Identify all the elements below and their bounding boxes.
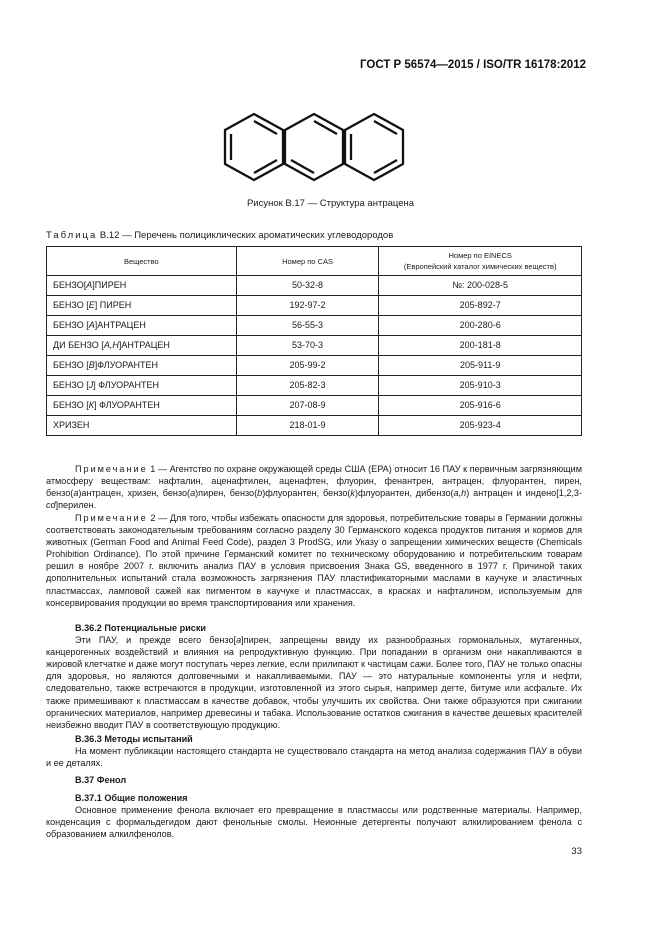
substance-name-part: ]АНТРАЦЕН: [94, 320, 146, 330]
section-b36-3: [46, 733, 582, 769]
note-1-italic: cd: [46, 500, 56, 511]
col-header-einecs: [379, 247, 582, 276]
col-header-substance: Вещество: [47, 247, 237, 276]
substance-name-part: ]АНТРАЦЕН: [118, 340, 170, 350]
note-2: [46, 512, 582, 609]
note-1-text: ]перилен.: [55, 500, 97, 511]
section-text: ]пирен, запрещены ввиду их разнообразных гормональных, мутагенных, канцерогенных воздействий и влияния на репродуктивную функцию. При попадании в организм они накапливаются в жировой клетчатке и даже могут поступать через легкие, если прилипают к частицам сажи. Более того, ПАУ не только опасны для здоровья, но являются долговечными и накапливаемыми. ПАУ — это натуральные компоненты угля и нефти, следовательно, также встречаются в продукции, изготовленной из этого сырья, например дегте, битуме или асфальте. Их также примешивают к пластмассам в качестве добавок, чтобы улучшить их свойства. Они также образуются при сжигании органических материалов, например древесины и табака. Использование остатков сжигания в качестве дешевых красителей неизбежно вводит ПАУ в соответствующую продукцию.: [46, 635, 582, 730]
cell-einecs: 205-911-9: [379, 356, 582, 376]
note-1-italic: k: [350, 488, 355, 499]
cell-einecs: №: 200-028-5: [379, 276, 582, 296]
cell-cas: 192-97-2: [236, 296, 379, 316]
cell-cas: 205-82-3: [236, 376, 379, 396]
substance-name-italic: J: [88, 380, 94, 390]
substance-name-part: ]ПИРЕН: [92, 280, 127, 290]
section-text: Основное применение фенола включает его превращение в пластмассы или родственные материалы. Например, конденсация с формальдегидом дают фенольные смолы. Неионные детергенты получают алкилированием фенола с образованием алкилфенолов.: [46, 805, 582, 840]
table-title: [46, 230, 393, 241]
substance-name-part: ДИ БЕНЗО [: [53, 340, 104, 350]
cell-substance: [47, 316, 237, 336]
note-1-text: )пирен, бензо(: [195, 488, 258, 499]
substance-name-italic: А: [86, 280, 93, 290]
substance-name-part: БЕНЗО[: [53, 280, 87, 290]
table-row: [47, 276, 582, 296]
cell-einecs: 205-916-6: [379, 396, 582, 416]
pah-table: [46, 246, 582, 436]
section-italic: а: [236, 635, 242, 646]
table-row: [47, 296, 582, 316]
col-header-einecs-line1: Номер по EINECS: [448, 251, 512, 260]
note-2-label: Примечание: [75, 513, 148, 523]
document-header: ГОСТ Р 56574—2015 / ISO/TR 16178:2012: [360, 59, 586, 71]
cell-substance: [47, 356, 237, 376]
section-heading: В.37.1 Общие положения: [75, 793, 188, 803]
cell-cas: 207-08-9: [236, 396, 379, 416]
cell-einecs: 205-892-7: [379, 296, 582, 316]
substance-name-part: БЕНЗО [: [53, 360, 89, 370]
table-row: [47, 336, 582, 356]
section-heading: В.37 Фенол: [75, 775, 127, 785]
cell-cas: 53-70-3: [236, 336, 379, 356]
table-row: [47, 396, 582, 416]
section-heading: В.36.3 Методы испытаний: [75, 734, 193, 744]
substance-name-italic: В: [88, 360, 95, 370]
table-row: [47, 356, 582, 376]
note-1-text: 1 — Агентство по охране окружающей среды США (EPA) относит 16 ПАУ к первичным загрязняющим атмосферу веществам: нафталин, аценафтилен, аценафтен, флуорин, фенантрен, антрацен, флуорантен, пирен, бензо(: [46, 464, 582, 499]
section-b37: [46, 774, 582, 786]
cell-einecs: 205-923-4: [379, 416, 582, 436]
substance-name-part: БЕНЗО [: [53, 300, 89, 310]
cell-einecs: 205-910-3: [379, 376, 582, 396]
substance-name-italic: Е: [88, 300, 95, 310]
note-1-italic: b: [257, 488, 263, 499]
cell-cas: 50-32-8: [236, 276, 379, 296]
substance-name-italic: К: [88, 400, 95, 410]
note-1-italic: а: [190, 488, 196, 499]
substance-name-italic: А: [88, 320, 95, 330]
note-1-label: Примечание: [75, 464, 148, 474]
substance-name-part: ]ФЛУОРАНТЕН: [94, 360, 159, 370]
anthracene-structure-figure: [218, 108, 410, 188]
note-2-text: 2 — Для того, чтобы избежать опасности для здоровья, потребительские товары в Германии должны соответствовать законодательным требованиям согласно разделу 30 Германского кодекса продуктов питания и кормов для животных (German Food and Animal Feed Code), раздел 3 ProdSG, или Указу о запрещении химических веществ (Chemicals Prohibition Ordinance). По этой причине Германский комитет по техническому оборудованию и потребительским товарам решил в ноябре 2007 г. включить анализ ПАУ в условия присвоения Знака GS, введенного в 1977 г. Причиной таких дополнительных испытаний стала возможность загрязнения ПАУ пластификаторными маслами в каучуке и эластичных пластмассах, ламповой сажей как пигментом в каучуке и пластмассах, в красках и нафталином, используемым для консервирования продукции во время транспортирования или хранения.: [46, 513, 582, 608]
note-1-text: )флуорантен, бензо(: [262, 488, 351, 499]
ring-middle: [285, 114, 343, 180]
cell-einecs: 200-181-8: [379, 336, 582, 356]
figure-caption: Рисунок В.17 — Структура антрацена: [246, 198, 415, 209]
cell-substance: [47, 336, 237, 356]
cell-cas: 218-01-9: [236, 416, 379, 436]
table-row: [47, 316, 582, 336]
note-1-text: )флуорантен, дибензо(: [354, 488, 454, 499]
table-header-row: [47, 247, 582, 276]
substance-name-italic: А,Н: [103, 340, 119, 350]
table-row: [47, 376, 582, 396]
cell-substance: [47, 276, 237, 296]
cell-substance: [47, 416, 237, 436]
section-heading: В.36.2 Потенциальные риски: [75, 623, 206, 633]
cell-cas: 56-55-3: [236, 316, 379, 336]
section-text: Эти ПАУ, и прежде всего бензо[: [75, 635, 237, 646]
cell-cas: 205-99-2: [236, 356, 379, 376]
substance-name-part: БЕНЗО [: [53, 380, 89, 390]
note-1-italic: a,h: [453, 488, 467, 499]
cell-substance: [47, 296, 237, 316]
table-title-label: Таблица: [46, 230, 98, 241]
section-text: На момент публикации настоящего стандарта не существовало стандарта на метод анализа содержания ПАУ в обуви и ее деталях.: [46, 746, 582, 769]
note-1-italic: а: [73, 488, 79, 499]
col-header-cas: Номер по CAS: [236, 247, 379, 276]
note-1-text: )антрацен, хризен, бензо(: [78, 488, 191, 499]
note-1: [46, 463, 582, 511]
note-1-text: ) антрацен и индено[1,2,3-: [466, 488, 583, 499]
ring-left: [225, 114, 283, 180]
substance-name-part: ] ФЛУОРАНТЕН: [94, 400, 160, 410]
substance-name-part: ] ПИРЕН: [94, 300, 132, 310]
col-header-einecs-line2: (Европейский каталог химических веществ): [403, 262, 557, 271]
ring-right: [345, 114, 403, 180]
substance-name-part: ] ФЛУОРАНТЕН: [93, 380, 160, 390]
cell-einecs: 200-280-6: [379, 316, 582, 336]
table-title-text: В.12 — Перечень полициклических ароматических углеводородов: [97, 230, 394, 241]
page-number: 33: [571, 846, 582, 857]
cell-substance: [47, 396, 237, 416]
substance-name-part: БЕНЗО [: [53, 320, 89, 330]
substance-name-part: БЕНЗО [: [53, 400, 89, 410]
section-b36-2: [46, 622, 582, 731]
section-b37-1: [46, 792, 582, 840]
table-row: [47, 416, 582, 436]
substance-name-part: ХРИЗЕН: [53, 420, 90, 430]
cell-substance: [47, 376, 237, 396]
